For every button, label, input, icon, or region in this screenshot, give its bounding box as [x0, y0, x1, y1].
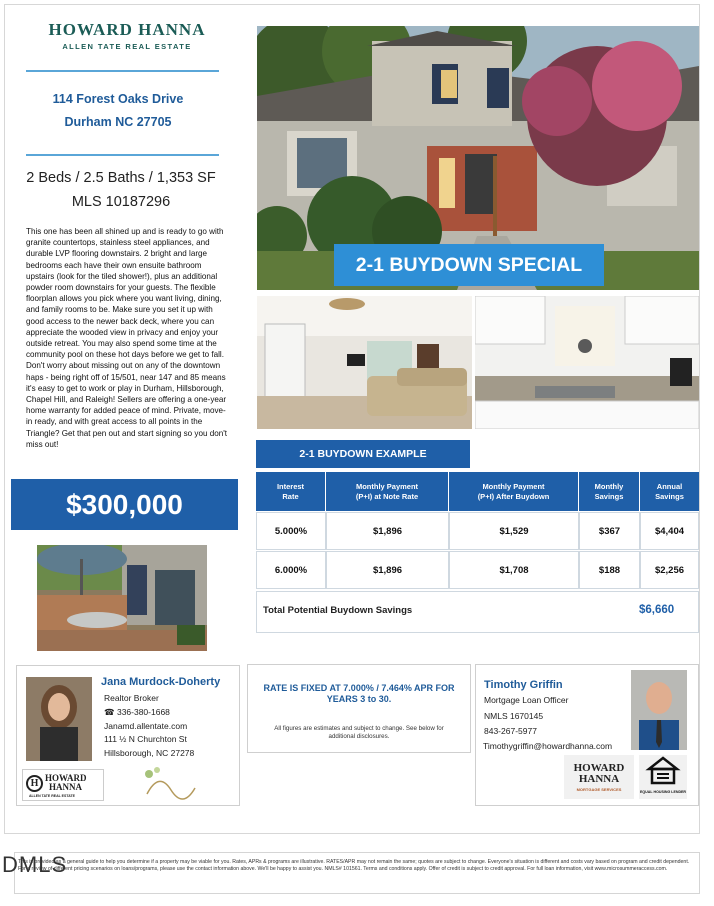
table-cell: $1,708 [449, 551, 579, 589]
table-header: Monthly Savings [579, 472, 640, 511]
agent-street: 111 ½ N Churchton St [104, 734, 187, 744]
logo-text: MORTGAGE SERVICES [576, 787, 622, 792]
total-savings-row [256, 591, 699, 633]
lender-nmls: NMLS 1670145 [484, 711, 544, 721]
property-description: This one has been all shined up and is ready to go with granite countertops, stainless steel appliances, and durable LVP flooring downstairs. 2 bright and large bedrooms each have their own ensuite bathroom upstairs (look for the tiled shower!), plus an additional powder room downstairs for your guests. The flexible floorplan allows you pick where you want living, dining, and family rooms to be. Make sure you set it up with good access to the newer back deck, where you can appreciate the wooded view in privacy and enjoy your outside retreat. You may also spend some time at the community pool on these hot days before we get to fall. Don't worry about missing out on any of the downtown haps - being right off of 15/501, near 147 and 85 means it's easy to get to work or play in Durham, Hillsborough, Chapel Hill, and Raleigh! Sellers are offering a one-year home warranty for added peace of mind. Private, move-in ready, and with great access to all points in the Triangle? Get that pen out and start signing so you don't miss out! [26, 227, 228, 449]
property-specs: 2 Beds / 2.5 Baths / 1,353 SF [26, 170, 216, 186]
agent-phone-row [104, 707, 170, 718]
mls-number: MLS 10187296 [71, 194, 171, 210]
lender-photo [631, 670, 687, 750]
deck-photo [37, 545, 207, 651]
phone-icon: ☎ [104, 707, 115, 717]
table-cell: $367 [579, 512, 640, 550]
logo-text: HOWARD [45, 773, 87, 783]
lender-title: Mortgage Loan Officer [484, 695, 569, 705]
rate-statement: RATE IS FIXED AT 7.000% / 7.464% APR FOR YEARS 3 to 30. [263, 683, 455, 704]
total-savings-value: $6,660 [639, 604, 675, 616]
agent-phone[interactable]: 336-380-1668 [116, 707, 170, 717]
brand-logo [42, 20, 212, 51]
agent-card [16, 665, 240, 806]
table-cell: $1,896 [326, 551, 449, 589]
lender-email[interactable]: Timothygriffin@howardhanna.com [483, 741, 613, 751]
disclaimer-text: This is provided as a general guide to help you determine if a property may be viable for you. Rates, APRs & programs are illustrative. RATES/APR may not remain the same; quotes are subject to change. Everyone's situation is different and costs vary based on program and credit dependent. For a review of different pricing scenarios on loans/programs, please use the contact information above. We'll be happy to assist you. NMLS# 101561. Terms and conditions apply. Offer of credit is subject to credit approval. For full loan information, visit www.microsummeraccess.com. [18, 859, 690, 872]
divider [26, 154, 219, 156]
logo-text: HANNA [578, 773, 620, 785]
address-city: Durham NC 27705 [64, 115, 172, 129]
agent-title: Realtor Broker [104, 693, 159, 703]
brand-sub: ALLEN TATE REAL ESTATE [62, 42, 192, 51]
equal-housing-icon [639, 755, 687, 785]
listing-price: $300,000 [11, 479, 238, 530]
logo-text: HOWARD [573, 762, 625, 774]
buydown-banner: 2-1 BUYDOWN SPECIAL [334, 244, 604, 286]
table-cell: $2,256 [640, 551, 699, 589]
logo-text: HANNA [49, 782, 82, 792]
lender-phone[interactable]: 843-267-5977 [484, 726, 537, 736]
lender-brand-logo [564, 755, 634, 799]
rate-card [247, 664, 471, 753]
logo-text: ALLEN TATE REAL ESTATE [29, 794, 75, 798]
table-cell: $1,529 [449, 512, 579, 550]
table-cell: $1,896 [326, 512, 449, 550]
buydown-title: 2-1 BUYDOWN EXAMPLE [256, 440, 470, 468]
address-street: 114 Forest Oaks Drive [52, 92, 184, 106]
table-header: Annual Savings [640, 472, 699, 511]
table-header: Monthly Payment (P+I) After Buydown [449, 472, 579, 511]
total-savings-label: Total Potential Buydown Savings [263, 605, 413, 616]
house-logo-icon: H [26, 775, 43, 792]
lender-name: Timothy Griffin [484, 679, 563, 691]
rate-disclaimer: All figures are estimates and subject to change. See below for additional disclosures. [274, 725, 444, 740]
table-cell: 5.000% [256, 512, 326, 550]
lender-card [475, 664, 699, 806]
kitchen-photo [475, 296, 699, 429]
equal-housing-lender-logo [639, 755, 687, 799]
brand-name: HOWARD HANNA [48, 20, 206, 39]
table-header: Interest Rate [256, 472, 326, 511]
table-header: Monthly Payment (P+I) at Note Rate [326, 472, 449, 511]
agent-signature-logo [139, 766, 199, 800]
dmls-watermark: DMLS [2, 852, 68, 877]
agent-brand-logo [22, 769, 104, 801]
agent-photo [26, 677, 92, 761]
table-cell: 6.000% [256, 551, 326, 589]
agent-city: Hillsborough, NC 27278 [104, 748, 195, 758]
ehl-text: EQUAL HOUSING LENDER [639, 790, 687, 794]
living-room-photo [257, 296, 472, 429]
agent-website[interactable]: Janamd.allentate.com [104, 721, 188, 731]
divider [26, 70, 219, 72]
table-cell: $188 [579, 551, 640, 589]
table-cell: $4,404 [640, 512, 699, 550]
agent-name: Jana Murdock-Doherty [101, 676, 221, 688]
